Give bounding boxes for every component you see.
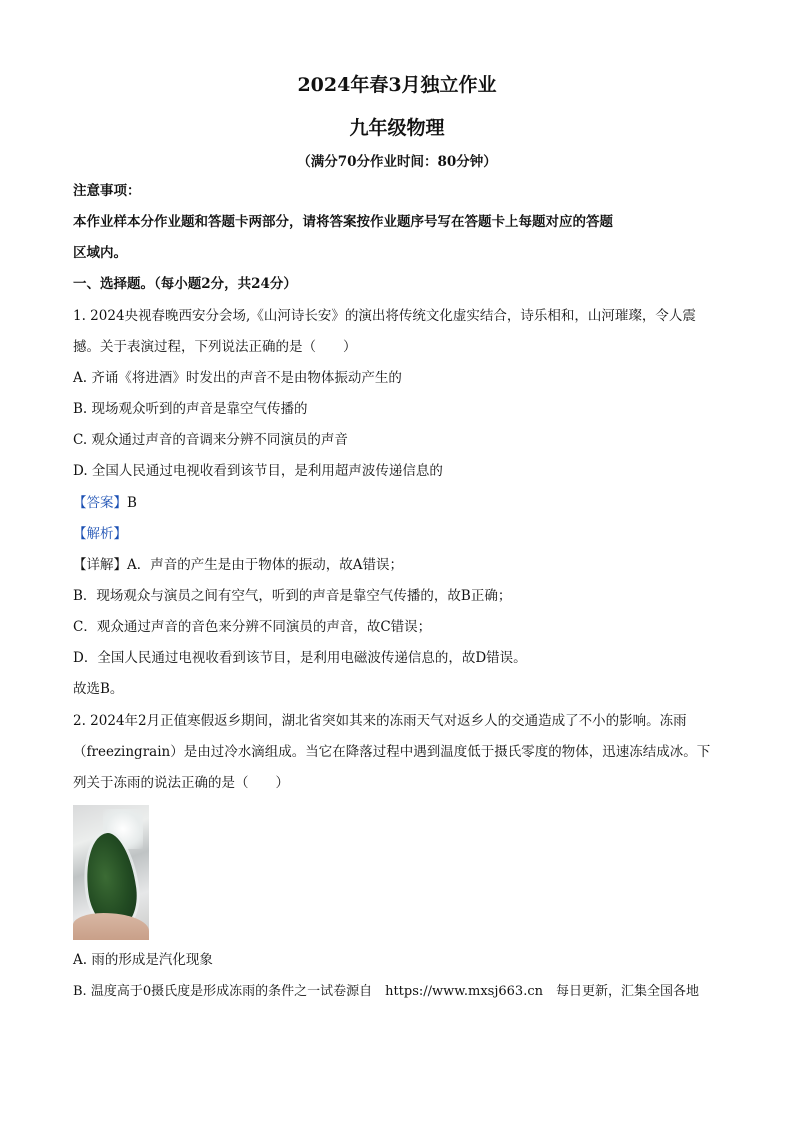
notice-heading: 注意事项： [73,183,141,199]
q2-stem-line-2: （freezingrain）是由过冷水滴组成。当它在降落过程中遇到温度低于摄氏零度的物体，迅速冻结成冰。下 [73,744,711,760]
finger-shape [73,913,149,940]
section-heading: 一、选择题。（每小题2分，共24分） [73,276,297,292]
q1-option-c: C. 观众通过声音的音调来分辨不同演员的声音 [73,432,348,448]
q1-stem-line-1: 1. 2024央视春晚西安分会场,《山河诗长安》的演出将传统文化虚实结合，诗乐相和，山河璀璨，令人震 [73,308,696,324]
notice-line-2: 区域内。 [73,245,127,261]
detail-tag: 【详解】 [73,557,127,573]
q1-detail-c: C．观众通过声音的音色来分辨不同演员的声音，故C错误； [73,619,432,635]
q1-detail-a [73,556,403,574]
q1-answer [73,494,137,512]
q1-stem-line-2: 撼。关于表演过程，下列说法正确的是（ ） [73,339,357,355]
q1-option-a: A. 齐诵《将进酒》时发出的声音不是由物体振动产生的 [73,370,402,386]
q2-stem-line-3: 列关于冻雨的说法正确的是（ ） [73,775,289,791]
analysis-tag: 【解析】 [73,526,127,542]
q2-stem-line-1: 2. 2024年2月正值寒假返乡期间，湖北省突如其来的冻雨天气对返乡人的交通造成了不小的影响。冻雨 [73,713,687,729]
notice-line-1: 本作业样本分作业题和答题卡两部分，请将答案按作业题序号写在答题卡上每题对应的答题 [73,214,613,230]
document-title: 2024年春3月独立作业 [297,74,497,96]
q1-option-b: B. 现场观众听到的声音是靠空气传播的 [73,401,308,417]
q1-detail-b: B．现场观众与演员之间有空气，听到的声音是靠空气传播的，故B正确； [73,588,512,604]
frozen-leaf-photo [73,805,149,940]
answer-value: B [127,495,137,511]
exam-info: （满分70分作业时间：80分钟） [297,154,497,170]
q2-option-b: B. 温度高于0摄氏度是形成冻雨的条件之一试卷源自 https://www.mxsj663.cn 每日更新，汇集全国各地 [73,984,699,999]
q1-option-d: D. 全国人民通过电视收看到该节目，是利用超声波传递信息的 [73,463,443,479]
document-subject: 九年级物理 [349,117,445,139]
answer-tag: 【答案】 [73,495,127,511]
q1-detail-d: D．全国人民通过电视收看到该节目，是利用电磁波传递信息的，故D错误。 [73,650,527,666]
q1-conclusion: 故选B。 [73,681,124,697]
detail-a-text: A．声音的产生是由于物体的振动，故A错误； [127,557,403,573]
q2-option-a: A. 雨的形成是汽化现象 [73,952,213,968]
q1-analysis [73,525,127,543]
